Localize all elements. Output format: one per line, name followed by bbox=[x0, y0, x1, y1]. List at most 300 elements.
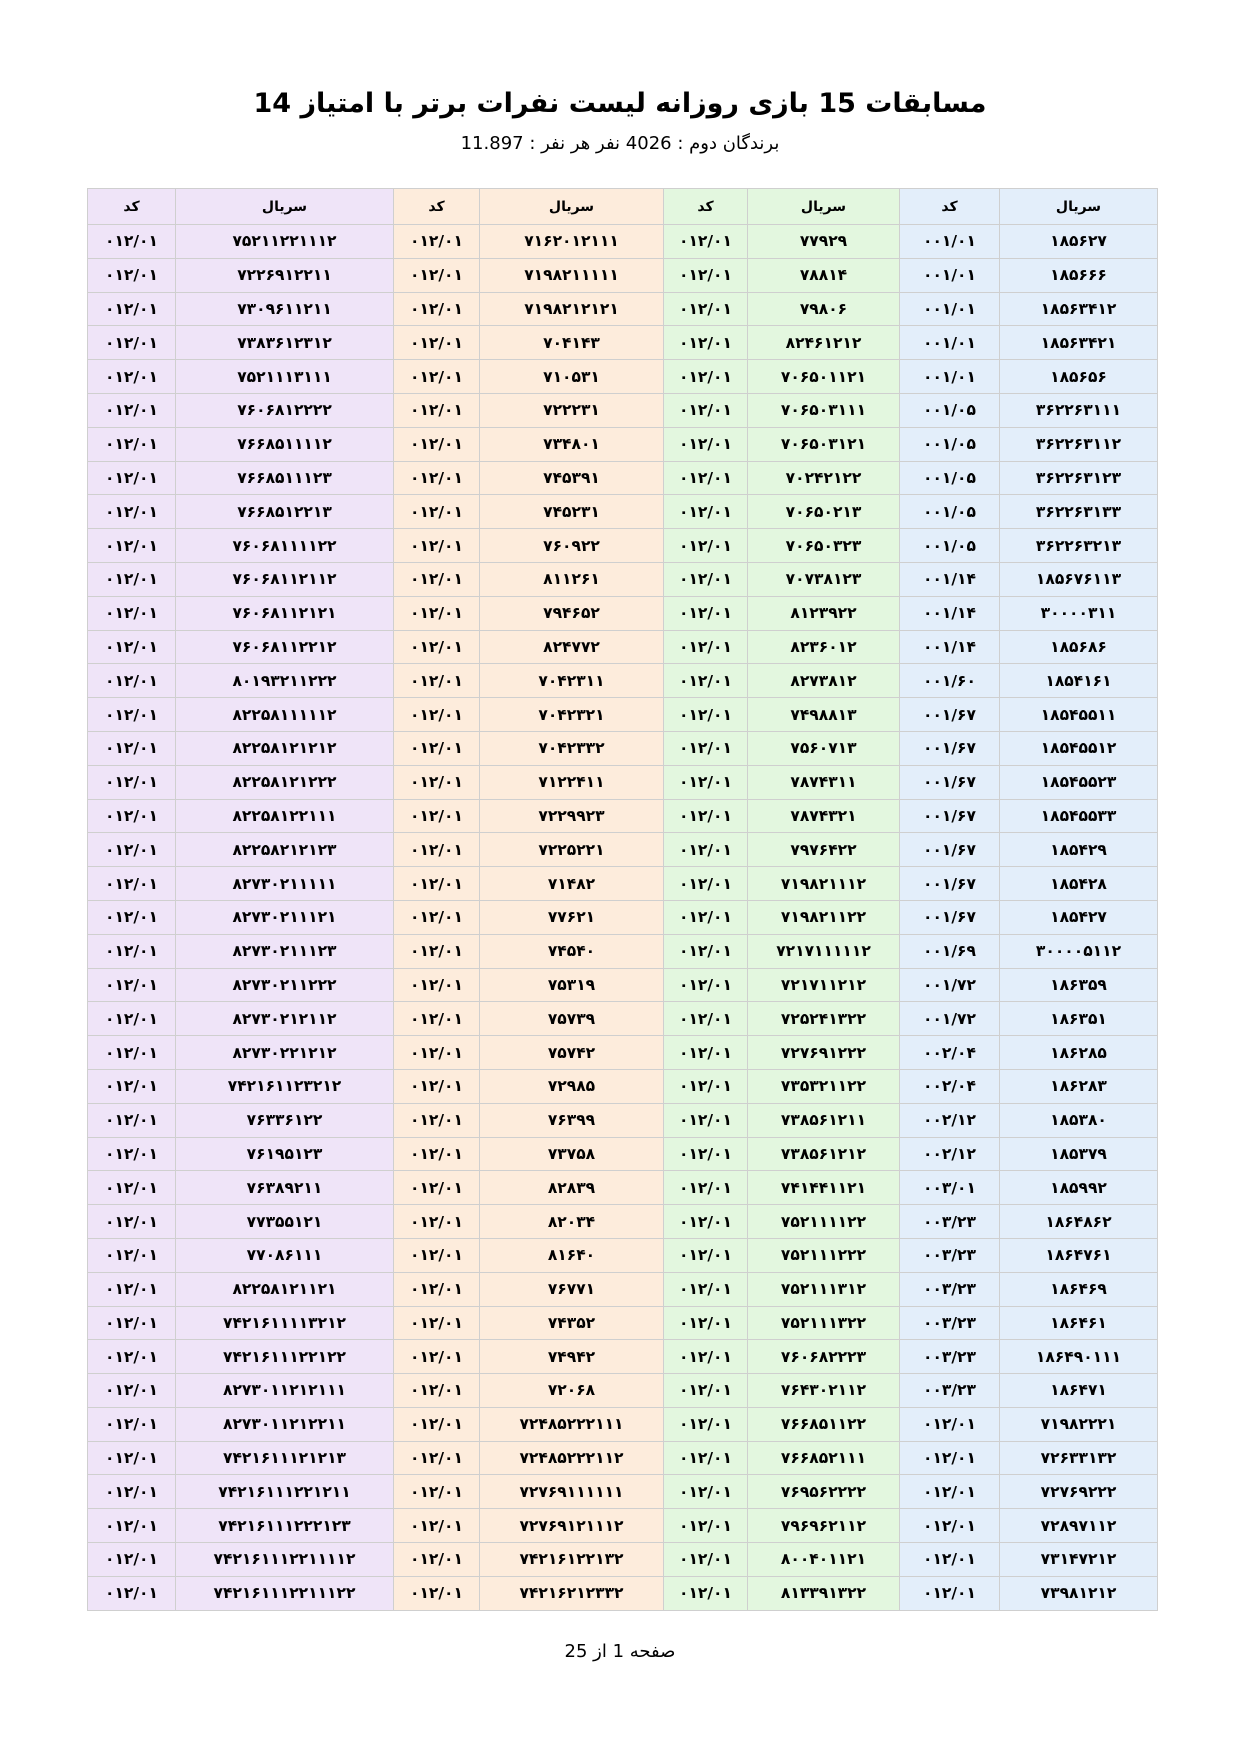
table-row bbox=[88, 1036, 1158, 1070]
table-row bbox=[88, 1407, 1158, 1441]
code-cell: ۰۱۲/۰۱ bbox=[664, 1137, 748, 1171]
code-cell: ۰۱۲/۰۱ bbox=[394, 765, 480, 799]
code-cell: ۰۰۱/۰۱ bbox=[900, 360, 1000, 394]
serial-cell: ۷۰۶۵۰۲۱۳ bbox=[748, 495, 900, 529]
code-cell: ۰۱۲/۰۱ bbox=[664, 1543, 748, 1577]
serial-cell: ۱۸۵۴۲۷ bbox=[1000, 900, 1158, 934]
table-row bbox=[88, 731, 1158, 765]
code-cell: ۰۱۲/۰۱ bbox=[88, 867, 176, 901]
serial-cell: ۷۸۷۴۳۱۱ bbox=[748, 765, 900, 799]
code-cell: ۰۱۲/۰۱ bbox=[900, 1441, 1000, 1475]
serial-cell: ۷۲۲۹۹۲۳ bbox=[480, 799, 664, 833]
page-number: صفحه 1 از 25 bbox=[564, 1641, 676, 1662]
serial-cell: ۷۲۷۶۹۱۱۱۱۱۱ bbox=[480, 1475, 664, 1509]
serial-cell: ۷۶۳۹۹ bbox=[480, 1103, 664, 1137]
serial-cell: ۷۶۶۸۵۱۲۲۱۳ bbox=[176, 495, 394, 529]
serial-cell: ۷۴۲۱۶۱۱۱۲۱۲۱۳ bbox=[176, 1441, 394, 1475]
winners-table bbox=[87, 188, 1158, 1611]
code-cell: ۰۱۲/۰۱ bbox=[394, 292, 480, 326]
code-cell: ۰۱۲/۰۱ bbox=[88, 900, 176, 934]
table-row bbox=[88, 495, 1158, 529]
serial-cell: ۸۲۷۳۰۲۱۲۱۱۲ bbox=[176, 1002, 394, 1036]
code-cell: ۰۱۲/۰۱ bbox=[900, 1543, 1000, 1577]
table-row bbox=[88, 799, 1158, 833]
code-cell: ۰۰۱/۰۵ bbox=[900, 495, 1000, 529]
serial-cell: ۷۶۰۶۸۲۲۲۳ bbox=[748, 1340, 900, 1374]
serial-cell: ۷۱۹۸۲۱۱۱۲ bbox=[748, 867, 900, 901]
serial-cell: ۷۴۲۱۶۱۱۱۲۲۱۲۱۱ bbox=[176, 1475, 394, 1509]
column-header-serial: سریال bbox=[480, 189, 664, 225]
page-subtitle: برندگان دوم : 4026 نفر هر نفر : 11.897 bbox=[460, 133, 780, 154]
table-row bbox=[88, 1340, 1158, 1374]
serial-cell: ۳۰۰۰۰۵۱۱۲ bbox=[1000, 934, 1158, 968]
code-cell: ۰۱۲/۰۱ bbox=[394, 529, 480, 563]
code-cell: ۰۰۱/۰۱ bbox=[900, 292, 1000, 326]
code-cell: ۰۰۳/۲۳ bbox=[900, 1340, 1000, 1374]
serial-cell: ۷۶۰۶۸۱۱۲۲۱۲ bbox=[176, 630, 394, 664]
serial-cell: ۱۸۵۴۵۵۱۱ bbox=[1000, 698, 1158, 732]
serial-cell: ۷۵۳۱۹ bbox=[480, 968, 664, 1002]
serial-cell: ۷۳۸۵۶۱۲۱۱ bbox=[748, 1103, 900, 1137]
code-cell: ۰۱۲/۰۱ bbox=[394, 833, 480, 867]
code-cell: ۰۱۲/۰۱ bbox=[88, 1576, 176, 1610]
serial-cell: ۸۲۴۷۷۲ bbox=[480, 630, 664, 664]
serial-cell: ۷۰۴۲۳۱۱ bbox=[480, 664, 664, 698]
code-cell: ۰۱۲/۰۱ bbox=[394, 867, 480, 901]
serial-cell: ۱۸۵۶۵۶ bbox=[1000, 360, 1158, 394]
code-cell: ۰۱۲/۰۱ bbox=[664, 968, 748, 1002]
table-row bbox=[88, 1137, 1158, 1171]
serial-cell: ۷۵۲۱۱۱۳۱۱۱ bbox=[176, 360, 394, 394]
code-cell: ۰۱۲/۰۱ bbox=[88, 765, 176, 799]
serial-cell: ۸۲۷۳۸۱۲ bbox=[748, 664, 900, 698]
serial-cell: ۷۶۴۳۰۲۱۱۲ bbox=[748, 1374, 900, 1408]
code-cell: ۰۱۲/۰۱ bbox=[664, 1171, 748, 1205]
code-cell: ۰۱۲/۰۱ bbox=[88, 968, 176, 1002]
serial-cell: ۱۸۶۴۷۶۱ bbox=[1000, 1238, 1158, 1272]
serial-cell: ۳۰۰۰۰۳۱۱ bbox=[1000, 596, 1158, 630]
table-row bbox=[88, 1238, 1158, 1272]
table-row bbox=[88, 765, 1158, 799]
serial-cell: ۸۲۴۶۱۲۱۲ bbox=[748, 326, 900, 360]
code-cell: ۰۱۲/۰۱ bbox=[664, 596, 748, 630]
code-cell: ۰۱۲/۰۱ bbox=[394, 1306, 480, 1340]
code-cell: ۰۱۲/۰۱ bbox=[88, 934, 176, 968]
table-row bbox=[88, 529, 1158, 563]
code-cell: ۰۱۲/۰۱ bbox=[394, 225, 480, 259]
serial-cell: ۷۰۷۳۸۱۲۳ bbox=[748, 562, 900, 596]
table-row bbox=[88, 225, 1158, 259]
code-cell: ۰۱۲/۰۱ bbox=[664, 698, 748, 732]
serial-cell: ۱۸۶۲۸۳ bbox=[1000, 1069, 1158, 1103]
code-cell: ۰۱۲/۰۱ bbox=[664, 934, 748, 968]
code-cell: ۰۱۲/۰۱ bbox=[394, 664, 480, 698]
code-cell: ۰۱۲/۰۱ bbox=[664, 225, 748, 259]
serial-cell: ۱۸۵۶۲۷ bbox=[1000, 225, 1158, 259]
serial-cell: ۷۴۱۴۴۱۱۲۱ bbox=[748, 1171, 900, 1205]
serial-cell: ۸۲۷۳۰۱۱۲۱۲۲۱۱ bbox=[176, 1407, 394, 1441]
serial-cell: ۷۱۲۲۴۱۱ bbox=[480, 765, 664, 799]
table-row bbox=[88, 258, 1158, 292]
code-cell: ۰۰۱/۰۵ bbox=[900, 529, 1000, 563]
code-cell: ۰۱۲/۰۱ bbox=[88, 529, 176, 563]
serial-cell: ۸۲۷۳۰۲۱۱۱۱۱ bbox=[176, 867, 394, 901]
column-header-serial: سریال bbox=[748, 189, 900, 225]
code-cell: ۰۰۳/۲۳ bbox=[900, 1272, 1000, 1306]
code-cell: ۰۱۲/۰۱ bbox=[664, 1576, 748, 1610]
serial-cell: ۱۸۵۶۸۶ bbox=[1000, 630, 1158, 664]
code-cell: ۰۱۲/۰۱ bbox=[664, 1306, 748, 1340]
serial-cell: ۸۲۰۳۴ bbox=[480, 1205, 664, 1239]
code-cell: ۰۱۲/۰۱ bbox=[88, 393, 176, 427]
code-cell: ۰۰۱/۶۰ bbox=[900, 664, 1000, 698]
serial-cell: ۱۸۵۶۶۶ bbox=[1000, 258, 1158, 292]
serial-cell: ۸۲۷۳۰۲۱۱۲۲۲ bbox=[176, 968, 394, 1002]
serial-cell: ۷۳۴۸۰۱ bbox=[480, 427, 664, 461]
code-cell: ۰۱۲/۰۱ bbox=[88, 833, 176, 867]
serial-cell: ۸۲۲۵۸۱۲۱۲۲۲ bbox=[176, 765, 394, 799]
code-cell: ۰۱۲/۰۱ bbox=[394, 900, 480, 934]
code-cell: ۰۱۲/۰۱ bbox=[394, 1340, 480, 1374]
serial-cell: ۷۱۹۸۲۱۱۱۱۱ bbox=[480, 258, 664, 292]
code-cell: ۰۱۲/۰۱ bbox=[394, 562, 480, 596]
code-cell: ۰۱۲/۰۱ bbox=[394, 1171, 480, 1205]
serial-cell: ۸۲۷۳۰۱۱۲۱۲۱۱۱ bbox=[176, 1374, 394, 1408]
table-row bbox=[88, 1205, 1158, 1239]
code-cell: ۰۱۲/۰۱ bbox=[88, 731, 176, 765]
code-cell: ۰۱۲/۰۱ bbox=[88, 1340, 176, 1374]
serial-cell: ۷۴۲۱۶۱۲۲۱۳۲ bbox=[480, 1543, 664, 1577]
code-cell: ۰۱۲/۰۱ bbox=[664, 731, 748, 765]
table-row bbox=[88, 326, 1158, 360]
code-cell: ۰۱۲/۰۱ bbox=[394, 1238, 480, 1272]
code-cell: ۰۱۲/۰۱ bbox=[88, 326, 176, 360]
serial-cell: ۷۰۶۵۰۱۱۲۱ bbox=[748, 360, 900, 394]
code-cell: ۰۱۲/۰۱ bbox=[88, 1407, 176, 1441]
serial-cell: ۷۶۶۸۵۱۱۱۱۲ bbox=[176, 427, 394, 461]
code-cell: ۰۱۲/۰۱ bbox=[88, 1103, 176, 1137]
code-cell: ۰۱۲/۰۱ bbox=[664, 292, 748, 326]
serial-cell: ۷۲۴۸۵۲۲۲۱۱۲ bbox=[480, 1441, 664, 1475]
code-cell: ۰۱۲/۰۱ bbox=[88, 461, 176, 495]
serial-cell: ۷۹۴۶۵۲ bbox=[480, 596, 664, 630]
table-row bbox=[88, 1441, 1158, 1475]
serial-cell: ۷۲۸۹۷۱۱۲ bbox=[1000, 1509, 1158, 1543]
code-cell: ۰۱۲/۰۱ bbox=[88, 630, 176, 664]
code-cell: ۰۱۲/۰۱ bbox=[664, 1238, 748, 1272]
table-row bbox=[88, 1069, 1158, 1103]
table-row bbox=[88, 292, 1158, 326]
serial-cell: ۷۲۷۶۹۲۲۲ bbox=[1000, 1475, 1158, 1509]
code-cell: ۰۱۲/۰۱ bbox=[394, 1137, 480, 1171]
code-cell: ۰۱۲/۰۱ bbox=[664, 1069, 748, 1103]
serial-cell: ۷۴۲۱۶۱۱۱۲۲۲۱۲۳ bbox=[176, 1509, 394, 1543]
serial-cell: ۸۲۷۳۰۲۱۱۱۲۱ bbox=[176, 900, 394, 934]
code-cell: ۰۱۲/۰۱ bbox=[394, 1576, 480, 1610]
code-cell: ۰۱۲/۰۱ bbox=[88, 225, 176, 259]
code-cell: ۰۰۳/۲۳ bbox=[900, 1306, 1000, 1340]
serial-cell: ۷۰۴۲۳۳۲ bbox=[480, 731, 664, 765]
code-cell: ۰۱۲/۰۱ bbox=[664, 461, 748, 495]
code-cell: ۰۱۲/۰۱ bbox=[394, 1509, 480, 1543]
serial-cell: ۷۳۸۳۶۱۲۳۱۲ bbox=[176, 326, 394, 360]
code-cell: ۰۰۱/۶۷ bbox=[900, 799, 1000, 833]
code-cell: ۰۱۲/۰۱ bbox=[394, 1374, 480, 1408]
code-cell: ۰۰۳/۲۳ bbox=[900, 1238, 1000, 1272]
table-row bbox=[88, 1374, 1158, 1408]
code-cell: ۰۰۱/۷۲ bbox=[900, 968, 1000, 1002]
code-cell: ۰۱۲/۰۱ bbox=[664, 1407, 748, 1441]
serial-cell: ۸۲۳۶۰۱۲ bbox=[748, 630, 900, 664]
code-cell: ۰۱۲/۰۱ bbox=[394, 1036, 480, 1070]
serial-cell: ۷۴۵۴۰ bbox=[480, 934, 664, 968]
code-cell: ۰۱۲/۰۱ bbox=[394, 968, 480, 1002]
column-header-code: کد bbox=[88, 189, 176, 225]
code-cell: ۰۱۲/۰۱ bbox=[88, 1205, 176, 1239]
table-row bbox=[88, 1576, 1158, 1610]
serial-cell: ۸۲۷۳۰۲۲۱۲۱۲ bbox=[176, 1036, 394, 1070]
code-cell: ۰۱۲/۰۱ bbox=[664, 1374, 748, 1408]
code-cell: ۰۰۲/۰۴ bbox=[900, 1069, 1000, 1103]
serial-cell: ۷۹۷۶۴۲۲ bbox=[748, 833, 900, 867]
code-cell: ۰۱۲/۰۱ bbox=[394, 495, 480, 529]
serial-cell: ۷۵۲۱۱۱۳۲۲ bbox=[748, 1306, 900, 1340]
serial-cell: ۷۴۲۱۶۲۱۲۳۳۲ bbox=[480, 1576, 664, 1610]
table-row bbox=[88, 1543, 1158, 1577]
code-cell: ۰۰۱/۶۷ bbox=[900, 900, 1000, 934]
serial-cell: ۸۲۲۵۸۱۲۱۱۲۱ bbox=[176, 1272, 394, 1306]
code-cell: ۰۱۲/۰۱ bbox=[664, 1205, 748, 1239]
code-cell: ۰۱۲/۰۱ bbox=[664, 765, 748, 799]
serial-cell: ۸۰۱۹۳۲۱۱۲۲۲ bbox=[176, 664, 394, 698]
serial-cell: ۱۸۶۴۶۹ bbox=[1000, 1272, 1158, 1306]
serial-cell: ۷۱۴۸۲ bbox=[480, 867, 664, 901]
serial-cell: ۷۷۰۸۶۱۱۱ bbox=[176, 1238, 394, 1272]
code-cell: ۰۱۲/۰۱ bbox=[900, 1407, 1000, 1441]
code-cell: ۰۱۲/۰۱ bbox=[664, 833, 748, 867]
code-cell: ۰۱۲/۰۱ bbox=[88, 1238, 176, 1272]
serial-cell: ۱۸۶۳۵۱ bbox=[1000, 1002, 1158, 1036]
code-cell: ۰۱۲/۰۱ bbox=[394, 1205, 480, 1239]
serial-cell: ۳۶۲۲۶۳۱۲۳ bbox=[1000, 461, 1158, 495]
code-cell: ۰۱۲/۰۱ bbox=[88, 258, 176, 292]
serial-cell: ۷۶۹۵۶۲۲۲۲ bbox=[748, 1475, 900, 1509]
code-cell: ۰۰۲/۱۲ bbox=[900, 1137, 1000, 1171]
serial-cell: ۱۸۵۴۵۵۱۲ bbox=[1000, 731, 1158, 765]
serial-cell: ۷۷۹۲۹ bbox=[748, 225, 900, 259]
code-cell: ۰۱۲/۰۱ bbox=[394, 596, 480, 630]
column-header-serial: سریال bbox=[1000, 189, 1158, 225]
code-cell: ۰۱۲/۰۱ bbox=[88, 1475, 176, 1509]
serial-cell: ۱۸۶۲۸۵ bbox=[1000, 1036, 1158, 1070]
table-row bbox=[88, 1306, 1158, 1340]
serial-cell: ۱۸۵۳۷۹ bbox=[1000, 1137, 1158, 1171]
table-row bbox=[88, 934, 1158, 968]
code-cell: ۰۰۱/۶۷ bbox=[900, 833, 1000, 867]
serial-cell: ۸۰۰۴۰۱۱۲۱ bbox=[748, 1543, 900, 1577]
code-cell: ۰۱۲/۰۱ bbox=[394, 393, 480, 427]
serial-cell: ۷۵۲۱۱۱۲۲۲ bbox=[748, 1238, 900, 1272]
serial-cell: ۷۶۰۶۸۱۱۱۱۲۲ bbox=[176, 529, 394, 563]
table-row bbox=[88, 596, 1158, 630]
code-cell: ۰۱۲/۰۱ bbox=[394, 630, 480, 664]
serial-cell: ۸۲۲۵۸۲۱۲۱۲۳ bbox=[176, 833, 394, 867]
serial-cell: ۱۸۵۴۲۸ bbox=[1000, 867, 1158, 901]
code-cell: ۰۰۱/۱۴ bbox=[900, 630, 1000, 664]
column-header-code: کد bbox=[394, 189, 480, 225]
code-cell: ۰۱۲/۰۱ bbox=[394, 1407, 480, 1441]
serial-cell: ۷۷۶۲۱ bbox=[480, 900, 664, 934]
code-cell: ۰۰۱/۶۷ bbox=[900, 698, 1000, 732]
table-row bbox=[88, 900, 1158, 934]
table-row bbox=[88, 360, 1158, 394]
serial-cell: ۷۹۸۰۶ bbox=[748, 292, 900, 326]
column-header-serial: سریال bbox=[176, 189, 394, 225]
serial-cell: ۷۳۷۵۸ bbox=[480, 1137, 664, 1171]
serial-cell: ۷۰۴۲۳۲۱ bbox=[480, 698, 664, 732]
code-cell: ۰۰۱/۷۲ bbox=[900, 1002, 1000, 1036]
code-cell: ۰۱۲/۰۱ bbox=[88, 1374, 176, 1408]
serial-cell: ۷۴۲۱۶۱۱۱۲۲۱۱۱۱۲ bbox=[176, 1543, 394, 1577]
serial-cell: ۱۸۵۶۳۴۲۱ bbox=[1000, 326, 1158, 360]
serial-cell: ۷۳۰۹۶۱۱۲۱۱ bbox=[176, 292, 394, 326]
serial-cell: ۱۸۵۴۵۵۲۳ bbox=[1000, 765, 1158, 799]
serial-cell: ۸۱۱۲۶۱ bbox=[480, 562, 664, 596]
serial-cell: ۸۱۳۳۹۱۳۲۲ bbox=[748, 1576, 900, 1610]
code-cell: ۰۰۱/۱۴ bbox=[900, 596, 1000, 630]
code-cell: ۰۱۲/۰۱ bbox=[664, 900, 748, 934]
serial-cell: ۳۶۲۲۶۳۱۱۱ bbox=[1000, 393, 1158, 427]
serial-cell: ۷۶۰۶۸۱۲۲۲۲ bbox=[176, 393, 394, 427]
serial-cell: ۷۲۴۸۵۲۲۲۱۱۱ bbox=[480, 1407, 664, 1441]
code-cell: ۰۱۲/۰۱ bbox=[664, 1475, 748, 1509]
code-cell: ۰۰۱/۰۵ bbox=[900, 393, 1000, 427]
serial-cell: ۷۱۹۸۲۱۱۲۲ bbox=[748, 900, 900, 934]
serial-cell: ۷۵۷۳۹ bbox=[480, 1002, 664, 1036]
code-cell: ۰۱۲/۰۱ bbox=[664, 562, 748, 596]
serial-cell: ۷۴۵۲۳۱ bbox=[480, 495, 664, 529]
serial-cell: ۳۶۲۲۶۳۱۳۳ bbox=[1000, 495, 1158, 529]
code-cell: ۰۱۲/۰۱ bbox=[664, 495, 748, 529]
serial-cell: ۱۸۶۴۹۰۱۱۱ bbox=[1000, 1340, 1158, 1374]
serial-cell: ۷۶۶۸۵۱۱۱۲۳ bbox=[176, 461, 394, 495]
serial-cell: ۷۲۹۸۵ bbox=[480, 1069, 664, 1103]
code-cell: ۰۱۲/۰۱ bbox=[664, 1509, 748, 1543]
code-cell: ۰۱۲/۰۱ bbox=[88, 495, 176, 529]
code-cell: ۰۰۳/۰۱ bbox=[900, 1171, 1000, 1205]
serial-cell: ۱۸۵۴۵۵۳۳ bbox=[1000, 799, 1158, 833]
table-header-row bbox=[88, 189, 1158, 225]
code-cell: ۰۱۲/۰۱ bbox=[88, 1543, 176, 1577]
code-cell: ۰۱۲/۰۱ bbox=[88, 1509, 176, 1543]
code-cell: ۰۰۲/۱۲ bbox=[900, 1103, 1000, 1137]
serial-cell: ۷۶۳۳۶۱۲۲ bbox=[176, 1103, 394, 1137]
code-cell: ۰۱۲/۰۱ bbox=[394, 1272, 480, 1306]
code-cell: ۰۱۲/۰۱ bbox=[664, 326, 748, 360]
code-cell: ۰۱۲/۰۱ bbox=[88, 1441, 176, 1475]
code-cell: ۰۱۲/۰۱ bbox=[664, 630, 748, 664]
serial-cell: ۷۲۱۷۱۱۲۱۲ bbox=[748, 968, 900, 1002]
code-cell: ۰۱۲/۰۱ bbox=[664, 799, 748, 833]
serial-cell: ۷۴۵۳۹۱ bbox=[480, 461, 664, 495]
serial-cell: ۷۵۷۴۲ bbox=[480, 1036, 664, 1070]
serial-cell: ۷۹۶۹۶۲۱۱۲ bbox=[748, 1509, 900, 1543]
code-cell: ۰۰۱/۶۷ bbox=[900, 765, 1000, 799]
serial-cell: ۷۲۷۶۹۱۲۲۲ bbox=[748, 1036, 900, 1070]
code-cell: ۰۱۲/۰۱ bbox=[88, 698, 176, 732]
serial-cell: ۸۲۸۳۹ bbox=[480, 1171, 664, 1205]
table-row bbox=[88, 393, 1158, 427]
serial-cell: ۷۵۲۱۱۱۳۱۲ bbox=[748, 1272, 900, 1306]
code-cell: ۰۰۱/۰۱ bbox=[900, 225, 1000, 259]
code-cell: ۰۱۲/۰۱ bbox=[900, 1576, 1000, 1610]
serial-cell: ۷۲۲۶۹۱۲۲۱۱ bbox=[176, 258, 394, 292]
code-cell: ۰۱۲/۰۱ bbox=[664, 1036, 748, 1070]
serial-cell: ۷۶۶۸۵۱۱۲۲ bbox=[748, 1407, 900, 1441]
code-cell: ۰۰۱/۶۷ bbox=[900, 867, 1000, 901]
code-cell: ۰۱۲/۰۱ bbox=[664, 664, 748, 698]
page-title: مسابقات 15 بازی روزانه لیست نفرات برتر با امتیاز 14 bbox=[253, 88, 987, 119]
serial-cell: ۷۶۰۹۲۲ bbox=[480, 529, 664, 563]
serial-cell: ۷۴۲۱۶۱۱۱۲۲۱۱۱۲۲ bbox=[176, 1576, 394, 1610]
serial-cell: ۷۴۲۱۶۱۱۱۲۲۱۲۲ bbox=[176, 1340, 394, 1374]
code-cell: ۰۱۲/۰۱ bbox=[394, 326, 480, 360]
serial-cell: ۷۲۰۶۸ bbox=[480, 1374, 664, 1408]
serial-cell: ۱۸۵۶۳۴۱۲ bbox=[1000, 292, 1158, 326]
serial-cell: ۷۵۲۱۱۱۱۲۲ bbox=[748, 1205, 900, 1239]
code-cell: ۰۱۲/۰۱ bbox=[88, 427, 176, 461]
code-cell: ۰۱۲/۰۱ bbox=[88, 799, 176, 833]
serial-cell: ۸۱۲۳۹۲۲ bbox=[748, 596, 900, 630]
code-cell: ۰۰۱/۶۹ bbox=[900, 934, 1000, 968]
serial-cell: ۷۰۲۴۲۱۲۲ bbox=[748, 461, 900, 495]
serial-cell: ۷۲۲۲۳۱ bbox=[480, 393, 664, 427]
serial-cell: ۸۲۷۳۰۲۱۱۱۲۳ bbox=[176, 934, 394, 968]
table-row bbox=[88, 1509, 1158, 1543]
code-cell: ۰۱۲/۰۱ bbox=[664, 1340, 748, 1374]
table-row bbox=[88, 1002, 1158, 1036]
serial-cell: ۷۶۰۶۸۱۱۲۱۱۲ bbox=[176, 562, 394, 596]
code-cell: ۰۱۲/۰۱ bbox=[394, 461, 480, 495]
serial-cell: ۳۶۲۲۶۳۲۱۳ bbox=[1000, 529, 1158, 563]
serial-cell: ۷۰۴۱۴۳ bbox=[480, 326, 664, 360]
code-cell: ۰۱۲/۰۱ bbox=[88, 1036, 176, 1070]
code-cell: ۰۰۳/۲۳ bbox=[900, 1374, 1000, 1408]
code-cell: ۰۱۲/۰۱ bbox=[664, 1441, 748, 1475]
serial-cell: ۷۵۲۱۱۲۲۱۱۱۲ bbox=[176, 225, 394, 259]
serial-cell: ۱۸۵۳۸۰ bbox=[1000, 1103, 1158, 1137]
serial-cell: ۷۴۹۴۲ bbox=[480, 1340, 664, 1374]
serial-cell: ۷۸۸۱۴ bbox=[748, 258, 900, 292]
code-cell: ۰۰۲/۰۴ bbox=[900, 1036, 1000, 1070]
code-cell: ۰۱۲/۰۱ bbox=[88, 1306, 176, 1340]
table-row bbox=[88, 867, 1158, 901]
serial-cell: ۸۱۶۴۰ bbox=[480, 1238, 664, 1272]
code-cell: ۰۱۲/۰۱ bbox=[664, 1103, 748, 1137]
serial-cell: ۷۶۶۸۵۲۱۱۱ bbox=[748, 1441, 900, 1475]
serial-cell: ۷۶۷۷۱ bbox=[480, 1272, 664, 1306]
code-cell: ۰۱۲/۰۱ bbox=[394, 934, 480, 968]
code-cell: ۰۱۲/۰۱ bbox=[394, 1441, 480, 1475]
table-row bbox=[88, 427, 1158, 461]
serial-cell: ۱۸۵۹۹۲ bbox=[1000, 1171, 1158, 1205]
serial-cell: ۷۷۳۵۵۱۲۱ bbox=[176, 1205, 394, 1239]
code-cell: ۰۰۱/۰۱ bbox=[900, 326, 1000, 360]
code-cell: ۰۱۲/۰۱ bbox=[664, 867, 748, 901]
table-row bbox=[88, 461, 1158, 495]
code-cell: ۰۱۲/۰۱ bbox=[88, 1069, 176, 1103]
serial-cell: ۱۸۶۴۶۱ bbox=[1000, 1306, 1158, 1340]
